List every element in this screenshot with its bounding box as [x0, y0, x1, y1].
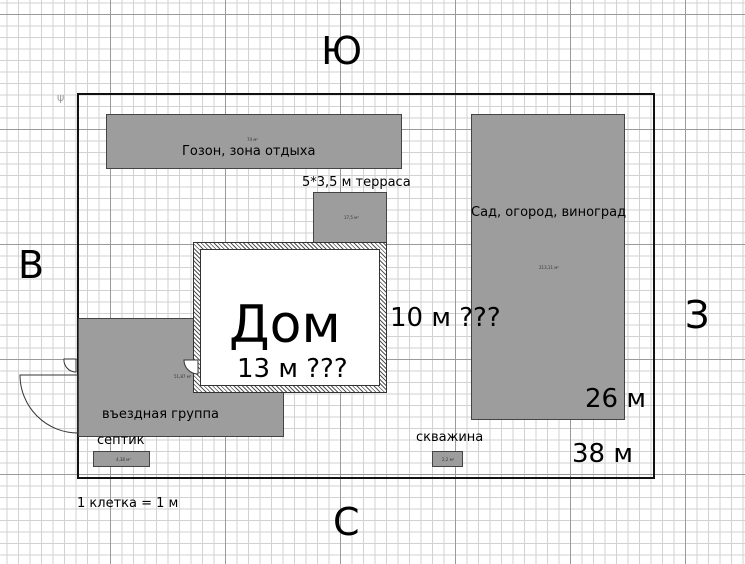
compass-north-label: С: [333, 500, 360, 544]
septic-area-label: 4,38 м²: [116, 457, 131, 462]
garden-zone[interactable]: [471, 114, 625, 420]
house-depth-label: 10 м ???: [390, 303, 501, 333]
entry-zone-label: въездная группа: [102, 407, 219, 422]
house-label: Дом: [229, 295, 341, 355]
compass-south-label: Ю: [321, 29, 363, 73]
scale-legend: 1 клетка = 1 м: [77, 496, 179, 511]
well-zone[interactable]: [432, 451, 463, 467]
septic-zone[interactable]: [93, 451, 150, 467]
compass-west-label: З: [685, 293, 710, 337]
entry-area-label: 51,87 м²: [174, 374, 192, 379]
wicket-swing-icon: [62, 357, 78, 375]
terrace-area-label: 17,5 м²: [344, 215, 359, 220]
terrace-zone[interactable]: [313, 192, 387, 245]
well-label: скважина: [416, 430, 484, 445]
plot-width-label: 38 м: [572, 439, 633, 469]
well-area-label: 2,2 м²: [442, 457, 455, 462]
house-width-label: 13 м ???: [237, 354, 348, 384]
lawn-zone-label: Гозон, зона отдыха: [182, 144, 316, 159]
house-door-icon: [180, 358, 200, 378]
garden-area-label: 213,11 м²: [539, 265, 559, 270]
lawn-area-label: 74 м²: [247, 137, 258, 142]
septic-label: септик: [97, 433, 145, 448]
terrace-label: 5*3,5 м терраса: [302, 175, 411, 190]
plant-icon: ψ: [57, 91, 65, 104]
lawn-zone[interactable]: [106, 114, 402, 169]
garden-zone-label: Сад, огород, виноград: [471, 205, 627, 220]
plot-depth-label: 26 м: [585, 384, 646, 414]
compass-east-label: В: [18, 243, 45, 287]
